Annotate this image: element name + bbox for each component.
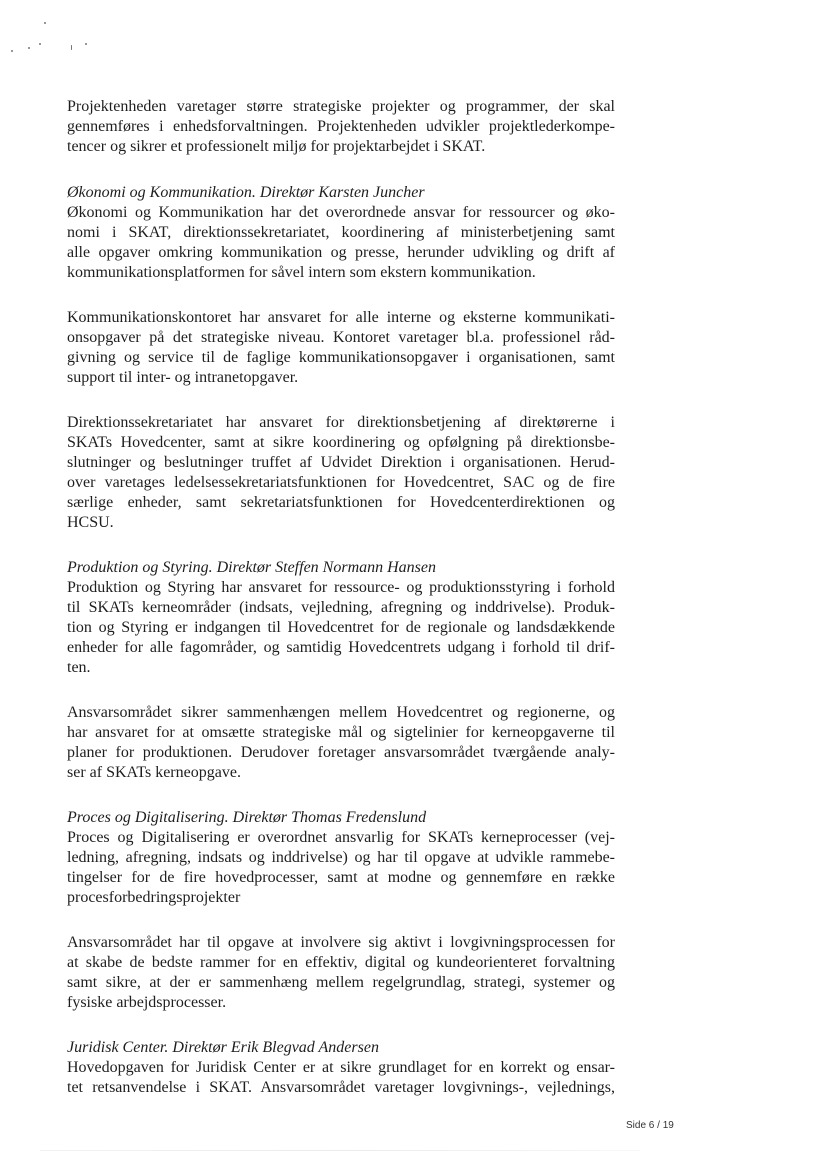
text-line: enheder for alle fagområder, og samtidig Hovedcentrets udgang i forhold til drif- xyxy=(67,639,615,656)
paragraph-okonomi xyxy=(67,203,615,283)
text-line: onsopgaver på det strategiske niveau. Kontoret varetager bl.a. professionel råd- xyxy=(67,329,615,346)
text-line: gennemføres i enhedsforvaltningen. Projektenheden udvikler projektlederkompe- xyxy=(67,118,615,135)
text-line: HCSU. xyxy=(67,514,114,531)
scan-dot xyxy=(39,43,41,45)
paragraph-juridisk xyxy=(67,1058,615,1098)
scan-artifacts xyxy=(0,0,120,60)
paragraph-ansvarsomradet-proces xyxy=(67,933,615,1013)
text-line: ten. xyxy=(67,659,91,676)
section-heading-proces: Proces og Digitalisering. Direktør Thomas Fredenslund xyxy=(67,809,427,826)
text-line: fysiske arbejdsprocesser. xyxy=(67,994,227,1011)
text-line: at skabe de bedste rammer for en effektiv, digital og kundeorienteret forvaltning xyxy=(67,954,615,971)
text-line: særlige enheder, samt sekretariatsfunktionen for Hovedcenterdirektionen og xyxy=(67,494,615,511)
text-line: Ansvarsområdet sikrer sammenhængen mellem Hovedcentret og regionerne, og xyxy=(67,704,615,721)
text-line: Kommunikationskontoret har ansvaret for alle interne og eksterne kommunikati- xyxy=(67,309,615,326)
section-heading-juridisk: Juridisk Center. Direktør Erik Blegvad Andersen xyxy=(67,1039,379,1056)
scan-dot xyxy=(44,22,46,24)
text-line: har ansvaret for at omsætte strategiske mål og sigtelinier for kerneopgaverne til xyxy=(67,724,615,741)
text-line: ledning, afregning, indsats og inddrivelse) og har til opgave at udvikle rammebe- xyxy=(67,849,615,866)
text-line: Proces og Digitalisering er overordnet ansvarlig for SKATs kerneprocesser (vej- xyxy=(67,829,615,846)
scan-edge-line xyxy=(40,1150,640,1151)
paragraph-produktion xyxy=(67,578,615,678)
page-number: Side 6 / 19 xyxy=(626,1120,674,1131)
section-heading-okonomi: Økonomi og Kommunikation. Direktør Karsten Juncher xyxy=(67,184,425,201)
text-line: Ansvarsområdet har til opgave at involvere sig aktivt i lovgivningsprocessen for xyxy=(67,934,615,951)
paragraph-proces xyxy=(67,828,615,908)
section-heading-produktion: Produktion og Styring. Direktør Steffen Normann Hansen xyxy=(67,559,436,576)
scan-dot xyxy=(85,43,87,45)
text-line: Hovedopgaven for Juridisk Center er at sikre grundlaget for en korrekt og ensar- xyxy=(67,1059,615,1076)
text-line: tion og Styring er indgangen til Hovedcentret for de regionale og landsdækkende xyxy=(67,619,615,636)
text-line: Produktion og Styring har ansvaret for ressource- og produktionsstyring i forhold xyxy=(67,579,615,596)
text-line: kommunikationsplatformen for såvel intern som ekstern kommunikation. xyxy=(67,264,536,281)
scan-dot xyxy=(28,47,30,49)
text-line: over varetages ledelsessekretariatsfunktionen for Hovedcentret, SAC og de fire xyxy=(67,474,615,491)
paragraph-kommunikationskontoret xyxy=(67,308,615,388)
paragraph-ansvarsomradet-produktion xyxy=(67,703,615,783)
text-line: Direktionssekretariatet har ansvaret for direktionsbetjening af direktørerne i xyxy=(67,414,615,431)
document-body xyxy=(67,97,615,1098)
paragraph-projektenheden xyxy=(67,97,615,157)
text-line: support til inter- og intranetopgaver. xyxy=(67,369,299,386)
text-line: nomi i SKAT, direktionssekretariatet, koordinering af ministerbetjening samt xyxy=(67,224,615,241)
scan-dot xyxy=(71,45,72,50)
text-line: alle opgaver omkring kommunikation og presse, herunder udvikling og drift af xyxy=(67,244,615,261)
text-line: samt sikre, at der er sammenhæng mellem regelgrundlag, strategi, systemer og xyxy=(67,974,615,991)
text-line: Projektenheden varetager større strategiske projekter og programmer, der skal xyxy=(67,98,615,115)
paragraph-direktionssekretariatet xyxy=(67,413,615,533)
text-line: procesforbedringsprojekter xyxy=(67,889,241,906)
text-line: tencer og sikrer et professionelt miljø for projektarbejdet i SKAT. xyxy=(67,138,486,155)
scan-dot xyxy=(11,50,13,52)
text-line: planer for produktionen. Derudover foretager ansvarsområdet tværgående analy- xyxy=(67,744,615,761)
text-line: tingelser for de fire hovedprocesser, samt at modne og gennemføre en række xyxy=(67,869,615,886)
text-line: ser af SKATs kerneopgave. xyxy=(67,764,241,781)
text-line: til SKATs kerneområder (indsats, vejledning, afregning og inddrivelse). Produk- xyxy=(67,599,615,616)
text-line: SKATs Hovedcenter, samt at sikre koordinering og opfølgning på direktionsbe- xyxy=(67,434,615,451)
text-line: tet retsanvendelse i SKAT. Ansvarsområdet varetager lovgivnings-, vejlednings, xyxy=(67,1079,615,1096)
text-line: givning og service til de faglige kommunikationsopgaver i organisationen, samt xyxy=(67,349,615,366)
text-line: Økonomi og Kommunikation har det overordnede ansvar for ressourcer og øko- xyxy=(67,204,615,221)
text-line: slutninger og beslutninger truffet af Udvidet Direktion i organisationen. Herud- xyxy=(67,454,615,471)
